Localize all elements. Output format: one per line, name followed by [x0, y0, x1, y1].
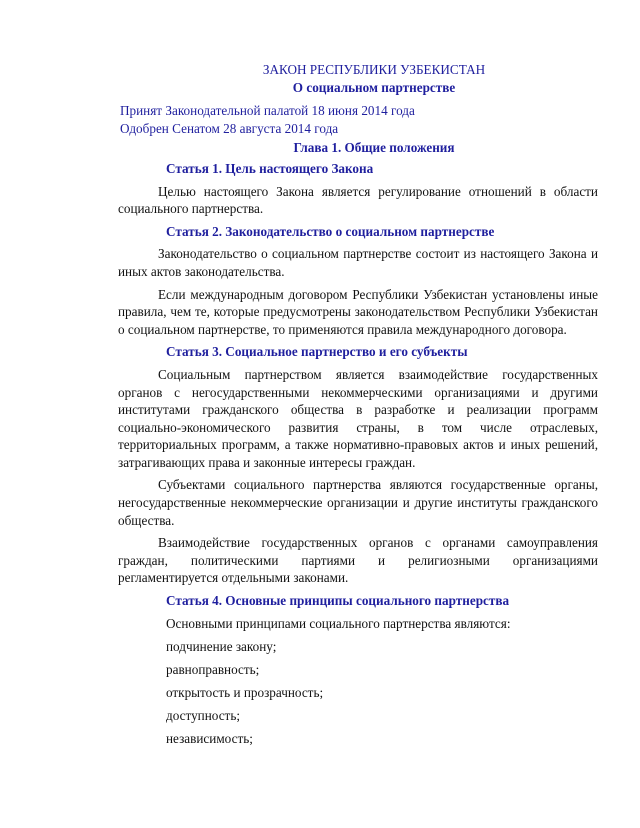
- article-1-heading: Статья 1. Цель настоящего Закона: [166, 160, 374, 176]
- adopted-line: Принят Законодательной палатой 18 июня 2014 года: [120, 103, 415, 119]
- article-1-paragraph: Целью настоящего Закона является регулирование отношений в области социального партнерства.: [118, 183, 598, 217]
- law-subtitle: О социальном партнерстве: [292, 79, 456, 95]
- principle-item: независимость;: [166, 730, 253, 746]
- principle-item: доступность;: [166, 707, 240, 723]
- article-4-intro: Основными принципами социального партнерства являются:: [166, 615, 511, 631]
- article-2-paragraph: Законодательство о социальном партнерстве состоит из настоящего Закона и иных актов законодательства.: [118, 246, 598, 279]
- article-2-heading: Статья 2. Законодательство о социальном партнерстве: [166, 223, 495, 239]
- article-3-paragraph: Взаимодействие государственных органов с органами самоуправления граждан, политическими партиями и религиозными организациями регламентируется отдельными законами.: [118, 535, 598, 586]
- article-2-paragraph: Если международным договором Республики Узбекистан установлены иные правила, чем те, которые предусмотрены законодательством Республики Узбекистан о социальном партнерстве, то применяются правила международного договора.: [118, 286, 598, 337]
- article-3-heading: Статья 3. Социальное партнерство и его субъекты: [166, 344, 468, 360]
- principle-item: открытость и прозрачность;: [166, 684, 324, 700]
- principle-item: равноправность;: [166, 661, 260, 677]
- principle-item: подчинение закону;: [166, 638, 277, 654]
- law-title: ЗАКОН РЕСПУБЛИКИ УЗБЕКИСТАН: [262, 62, 486, 77]
- article-3-paragraph: Субъектами социального партнерства являются государственные органы, негосударственные некоммерческие организации и другие институты гражданского общества.: [118, 477, 598, 528]
- article-3-paragraph: Социальным партнерством является взаимодействие государственных органов с негосударственными некоммерческими организациями и другими институтами гражданского общества в разработке и реализации программ социально-экономического развития страны, в том числе отраслевых, территориальных программ, а также нормативно-правовых актов и иных решений, затрагивающих права и законные интересы граждан.: [118, 366, 598, 470]
- chapter-heading: Глава 1. Общие положения: [293, 140, 455, 156]
- article-4-heading: Статья 4. Основные принципы социального партнерства: [166, 593, 510, 609]
- document-page: [118, 61, 598, 753]
- approved-line: Одобрен Сенатом 28 августа 2014 года: [120, 120, 339, 136]
